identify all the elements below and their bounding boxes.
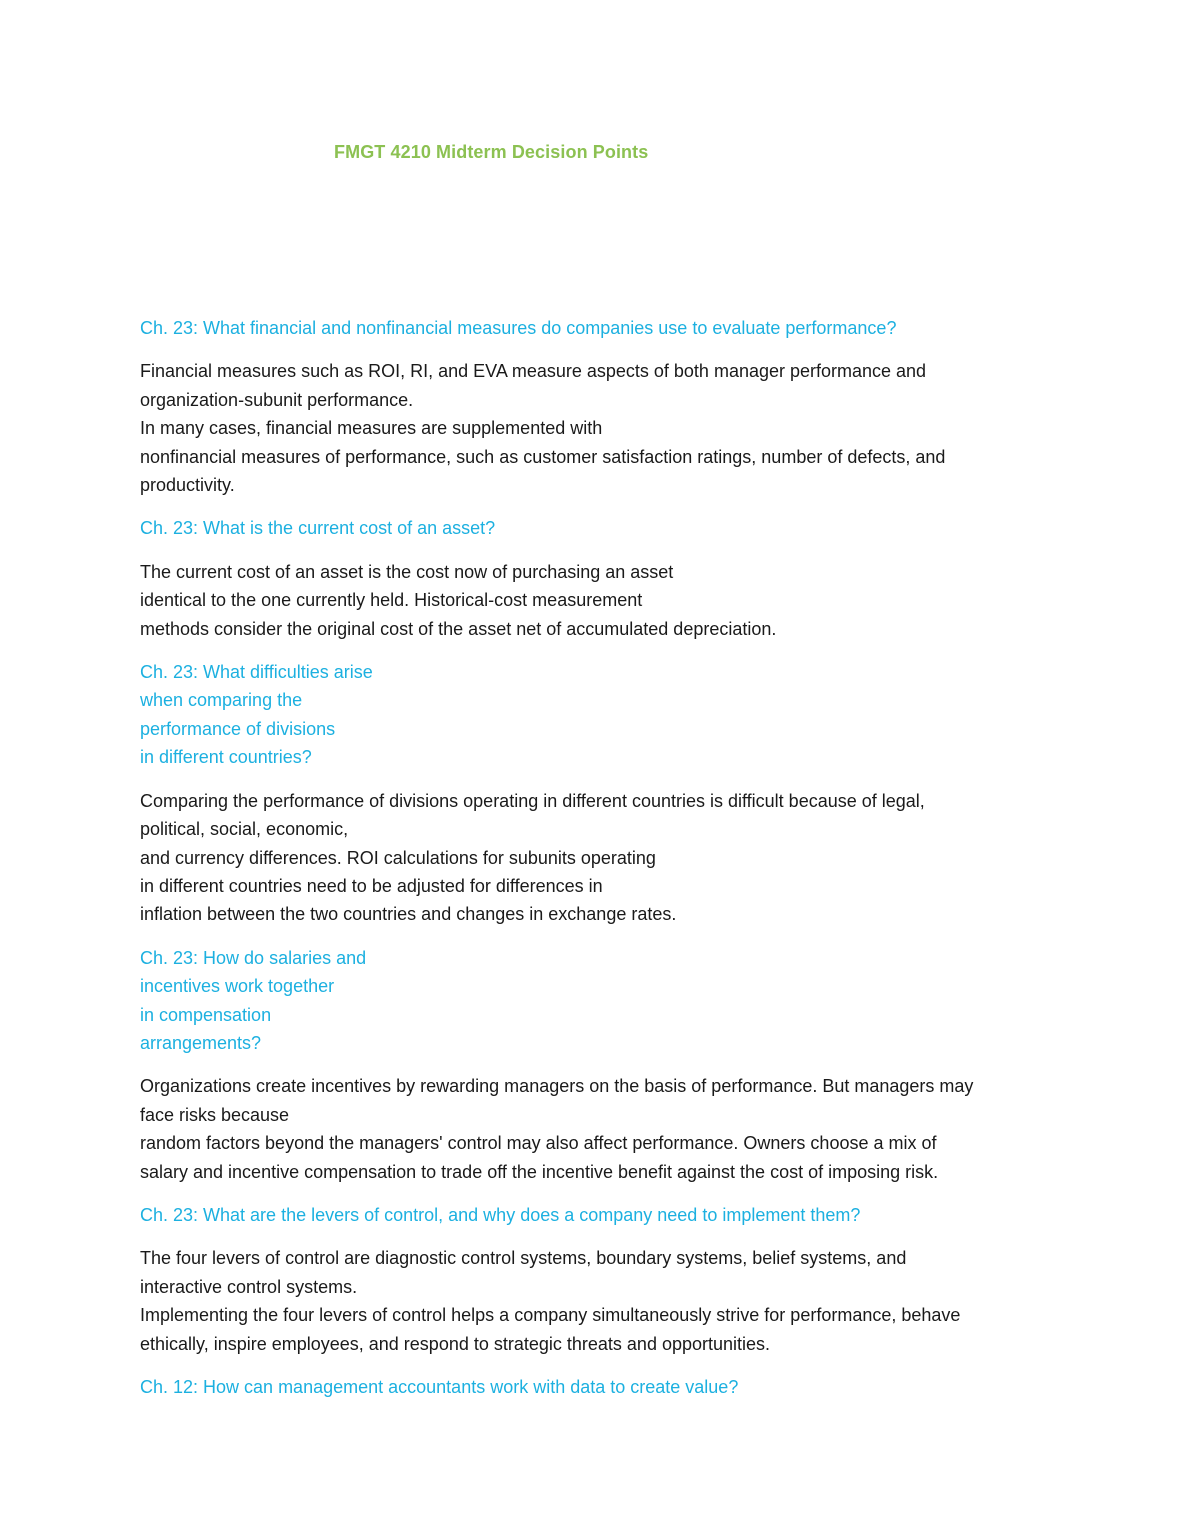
- question-line: in compensation: [140, 1004, 272, 1025]
- answer-line: Comparing the performance of divisions operating in different countries is difficult because of legal,: [140, 790, 925, 811]
- answer-line: face risks because: [140, 1104, 290, 1125]
- question-heading: [140, 1373, 1060, 1401]
- answer-paragraph: [140, 357, 1060, 499]
- answer-line: The current cost of an asset is the cost now of purchasing an asset: [140, 561, 674, 582]
- answer-line: identical to the one currently held. Historical-cost measurement: [140, 590, 643, 611]
- answer-line: organization-subunit performance.: [140, 389, 414, 410]
- question-line: Ch. 23: What is the current cost of an asset?: [140, 518, 496, 539]
- question-heading: [140, 314, 1060, 342]
- answer-line: Implementing the four levers of control helps a company simultaneously strive for performance, behave: [140, 1305, 961, 1326]
- document-body: [140, 314, 1060, 1416]
- question-line: Ch. 12: How can management accountants work with data to create value?: [140, 1377, 739, 1397]
- answer-line: In many cases, financial measures are supplemented with: [140, 418, 603, 439]
- question-line: Ch. 23: What financial and nonfinancial measures do companies use to evaluate performance?: [140, 318, 897, 338]
- answer-line: Organizations create incentives by rewarding managers on the basis of performance. But managers may: [140, 1076, 974, 1097]
- question-line: arrangements?: [140, 1032, 262, 1053]
- question-line: incentives work together: [140, 976, 335, 997]
- question-line: performance of divisions: [140, 718, 336, 739]
- answer-line: in different countries need to be adjusted for differences in: [140, 875, 603, 896]
- question-line: Ch. 23: How do salaries and: [140, 947, 367, 968]
- answer-line: political, social, economic,: [140, 819, 349, 840]
- answer-line: and currency differences. ROI calculations for subunits operating: [140, 847, 656, 868]
- answer-line: inflation between the two countries and changes in exchange rates.: [140, 904, 677, 925]
- answer-line: interactive control systems.: [140, 1276, 358, 1297]
- question-heading: [140, 944, 1060, 1058]
- answer-line: ethically, inspire employees, and respond to strategic threats and opportunities.: [140, 1333, 771, 1354]
- answer-line: methods consider the original cost of the asset net of accumulated depreciation.: [140, 618, 777, 639]
- question-line: Ch. 23: What difficulties arise: [140, 662, 373, 683]
- question-line: when comparing the: [140, 690, 303, 711]
- question-heading: [140, 658, 1060, 772]
- question-heading: [140, 1201, 1060, 1229]
- answer-paragraph: [140, 558, 1060, 643]
- answer-line: The four levers of control are diagnostic control systems, boundary systems, belief systems, and: [140, 1248, 907, 1269]
- answer-line: nonfinancial measures of performance, such as customer satisfaction ratings, number of defects, and: [140, 446, 946, 467]
- answer-line: salary and incentive compensation to trade off the incentive benefit against the cost of imposing risk.: [140, 1161, 939, 1182]
- answer-line: Financial measures such as ROI, RI, and EVA measure aspects of both manager performance and: [140, 361, 927, 382]
- question-line: Ch. 23: What are the levers of control, and why does a company need to implement them?: [140, 1204, 861, 1225]
- question-line: in different countries?: [140, 747, 312, 768]
- answer-paragraph: [140, 1072, 1060, 1186]
- document-title: FMGT 4210 Midterm Decision Points: [334, 142, 649, 162]
- answer-line: random factors beyond the managers' control may also affect performance. Owners choose a mix of: [140, 1133, 937, 1154]
- answer-line: productivity.: [140, 475, 235, 496]
- answer-paragraph: [140, 1244, 1060, 1358]
- question-heading: [140, 514, 1060, 542]
- answer-paragraph: [140, 787, 1060, 929]
